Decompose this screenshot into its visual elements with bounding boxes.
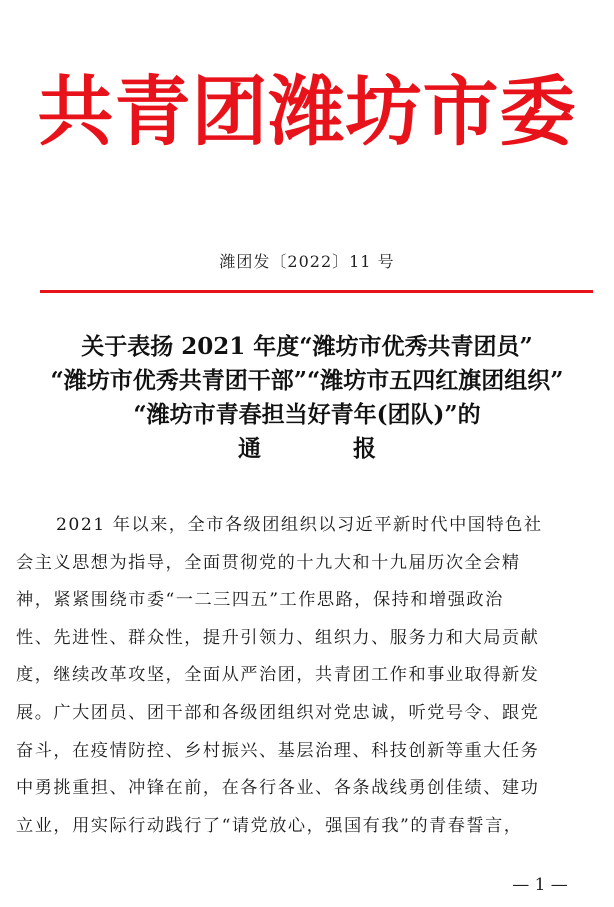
body-line-2: 会主义思想为指导，全面贯彻党的十九大和十九届历次全会精: [16, 552, 521, 573]
body-line-1: 2021 年以来，全市各级团组织以习近平新时代中国特色社: [56, 515, 543, 535]
body-line-8: 中勇挑重担、冲锋在前，在各行各业、各条战线勇创佳绩、建功: [16, 778, 540, 799]
title-line-1: 关于表扬 2021 年度“潍坊市优秀共青团员”: [81, 333, 533, 360]
document-number: 潍团发〔2022〕11 号: [219, 252, 395, 271]
body-line-4: 性、先进性、群众性，提升引领力、组织力、服务力和大局贡献: [16, 627, 540, 648]
title-line-3: “潍坊市青春担当好青年(团队)”的: [133, 401, 481, 428]
notice-title: [0, 330, 614, 466]
title-line-4: 通报: [238, 435, 468, 462]
body-line-7: 奋斗，在疫情防控、乡村振兴、基层治理、科技创新等重大任务: [16, 740, 540, 761]
body-line-5: 度，继续改革攻坚，全面从严治团，共青团工作和事业取得新发: [16, 665, 540, 686]
masthead-title: 共青团潍坊市委: [37, 67, 577, 156]
red-divider-line: [40, 290, 593, 293]
body-line-3: 神，紧紧围绕市委“一二三四五”工作思路，保持和增强政治: [16, 590, 504, 611]
page-number: — 1 —: [512, 875, 568, 895]
body-line-9: 立业，用实际行动践行了“请党放心，强国有我”的青春誓言，: [16, 815, 523, 836]
title-line-2: “潍坊市优秀共青团干部”“潍坊市五四红旗团组织”: [50, 367, 564, 394]
body-paragraph: [16, 507, 598, 845]
body-line-6: 展。广大团员、团干部和各级团组织对党忠诚，听党号令、跟党: [16, 702, 540, 723]
